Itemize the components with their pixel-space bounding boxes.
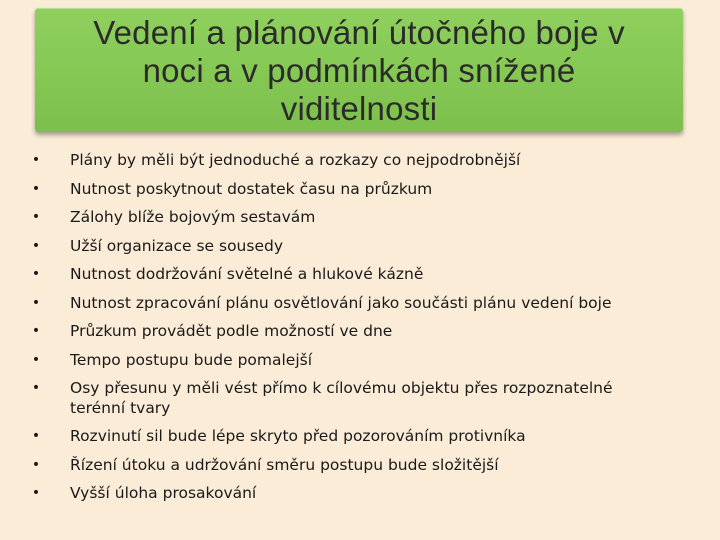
slide-title	[35, 14, 683, 128]
list-item-text: Plány by měli být jednoduché a rozkazy co nejpodrobnější	[70, 151, 521, 169]
list-item	[24, 451, 664, 480]
list-item	[24, 146, 664, 175]
bullet-icon: •	[31, 380, 41, 396]
list-item	[24, 232, 664, 261]
list-item-text: Řízení útoku a udržování směru postupu bude složitější	[70, 455, 499, 474]
list-item-text: Osy přesunu y měli vést přímo k cílovému objektu přes rozpoznatelné terénní tvary	[70, 379, 613, 417]
list-item	[24, 203, 664, 232]
bullet-icon: •	[31, 209, 41, 225]
list-item	[24, 346, 664, 375]
list-item-text: Užší organizace se sousedy	[70, 236, 284, 255]
list-item	[24, 260, 664, 289]
list-item-text: Rozvinutí sil bude lépe skryto před pozorováním protivníka	[70, 427, 526, 445]
title-banner	[35, 8, 683, 132]
bullet-icon: •	[31, 180, 41, 197]
list-item-text: Vyšší úloha prosakování	[70, 484, 257, 502]
list-item	[24, 317, 664, 346]
list-item-text: Nutnost dodržování světelné a hlukové kázně	[70, 265, 424, 283]
bullet-icon: •	[31, 485, 41, 501]
bullet-icon: •	[31, 323, 41, 339]
list-item	[24, 175, 664, 204]
list-item-text: Nutnost poskytnout dostatek času na průzkum	[70, 179, 433, 198]
bullet-list	[24, 146, 664, 508]
bullet-icon: •	[31, 428, 41, 444]
list-item	[24, 422, 664, 451]
bullet-icon: •	[31, 152, 41, 168]
slide-title-line: Vedení a plánování útočného boje v	[93, 14, 625, 51]
bullet-icon: •	[31, 456, 41, 473]
slide-title-line: viditelnosti	[280, 90, 438, 127]
list-item-text: Tempo postupu bude pomalejší	[70, 350, 313, 369]
list-item-text: Nutnost zpracování plánu osvětlování jako součásti plánu vedení boje	[70, 293, 612, 312]
list-item-text: Zálohy blíže bojovým sestavám	[70, 208, 316, 226]
bullet-icon: •	[31, 237, 41, 254]
list-item	[24, 289, 664, 318]
list-item	[24, 374, 664, 422]
bullet-icon: •	[31, 294, 41, 311]
list-item-text: Průzkum provádět podle možností ve dne	[70, 322, 393, 340]
bullet-icon: •	[31, 351, 41, 368]
bullet-icon: •	[31, 266, 41, 282]
list-item	[24, 479, 664, 508]
slide-title-line: noci a v podmínkách snížené	[142, 52, 576, 89]
